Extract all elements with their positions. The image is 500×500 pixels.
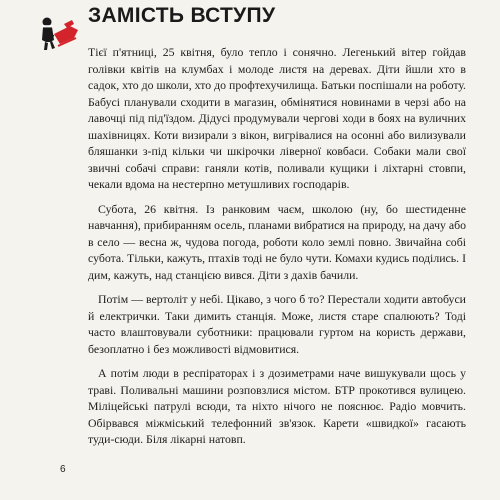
paragraph-4: А потім люди в респіраторах і з дозиметрами наче вишукували щось у траві. Поливальні машини розповзлися містом. БТР прокотився вулицею. Міліцейські патрулі всюди, та ніхто нічого не пояснює. Радіо мовчить. Обірвався міжміський телефонний зв'язок. Карети «швидкої» гасають туди-сюди. Біля лікарні натовп. xyxy=(88,366,466,446)
chapter-title: ЗАМІСТЬ ВСТУПУ xyxy=(88,4,276,27)
chapter-body xyxy=(88,44,466,456)
paragraph-1: Тієї п'ятниці, 25 квітня, було тепло і сонячно. Легенький вітер гойдав голівки квітів на клумбах і молоде листя на деревах. Діти йшли хто в садок, хто до школи, хто до профтехучилища. Батьки поспішали на роботу. Бабусі планували сходити в магазин, обмінятися новинами в черзі або на лавочці під під'їздом. Дідусі продумували чергові ходи в боях на вуличних шахівницях. Коти визирали з вікон, вигрівалися на осонні або вилизували бляшанки з-під кільки чи шкірочки ліверної ковбаси. Собаки мали свої звичні собачі справи: ганяли котів, поливали кущики і ліхтарні стовпи, чекали вдома на нестерпно метушливих господарів. xyxy=(88,45,466,191)
page-number: 6 xyxy=(60,464,66,475)
child-on-sled-illustration xyxy=(34,16,82,56)
paragraph-2: Субота, 26 квітня. Із ранковим чаєм, школою (ну, бо шестиденне навчання), прибиранням осель, планами вибратися на природу, на дачу або в село — весна ж, чудова погода, роботи коло землі повно. Звичайна собі субота. Тільки, кажуть, птахів тоді не було чути. Комахи кудись поділись. І дим, кажуть, над станцією вився. Діти з дахів бачили. xyxy=(88,201,466,282)
paragraph-3: Потім — вертоліт у небі. Цікаво, з чого б то? Перестали ходити автобуси й електрички. Таки димить станція. Може, листя старе спалюють? Тоді часто влаштовували суботники: працювали гуртом на користь держави, безоплатно і без можливості відмовитися. xyxy=(88,292,466,356)
